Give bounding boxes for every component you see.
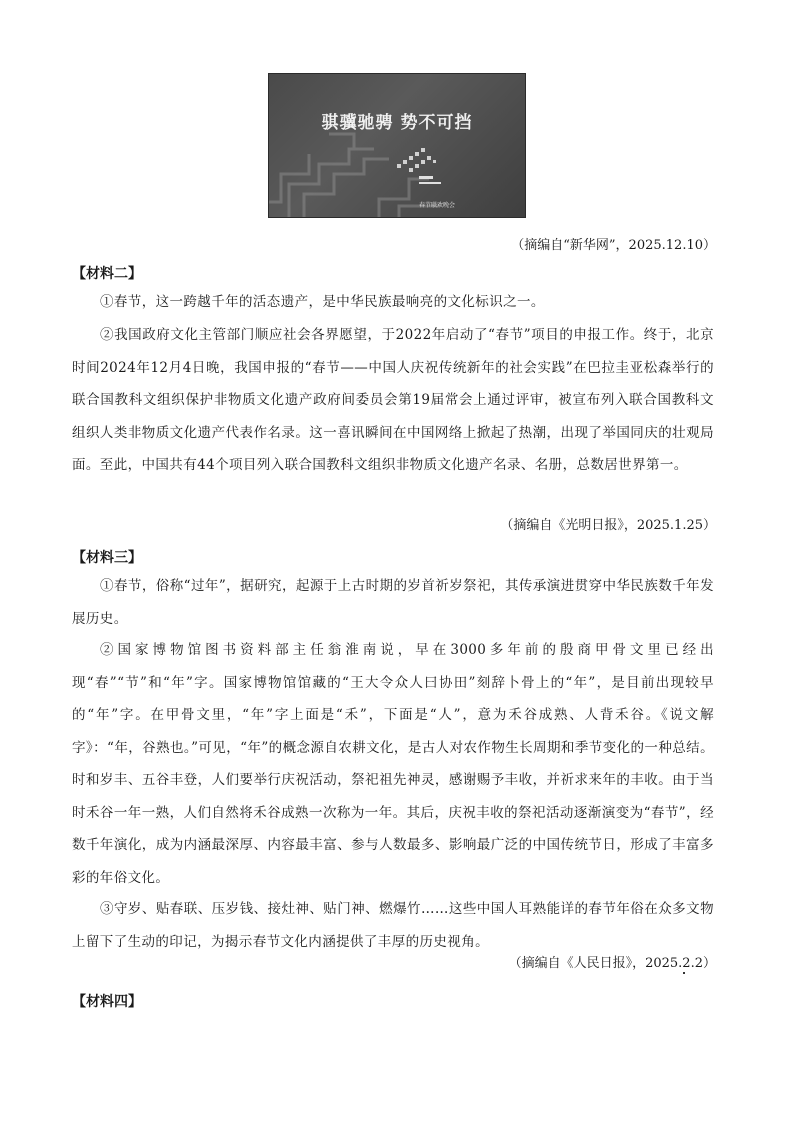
source-citation-2: （摘编自《光明日报》，2025.1.25） bbox=[500, 518, 716, 533]
source-citation-3: （摘编自《人民日报》，2025.2.2） bbox=[508, 956, 716, 971]
material-4-heading: 【材料四】 bbox=[72, 994, 142, 1010]
material-2-paragraph-1: ①春节，这一跨越千年的活态遗产，是中华民族最响亮的文化标识之一。 bbox=[100, 294, 545, 310]
banner-title: 骐骥驰骋 势不可挡 bbox=[321, 113, 473, 133]
material-2-paragraph-2: ②我国政府文化主管部门顺应社会各界愿望，于2022年启动了“春节”项目的申报工作。终于，北京时间2024年12月4日晚，我国申报的“春节——中国人庆祝传统新年的社会实践”在巴拉圭亚松森举行的联合国教科文组织保护非物质文化遗产政府间委员会第19届常会上通过评审，被宣布列入联合国教科文组织人类非物质文化遗产代表作名录。这一喜讯瞬间在中国网络上掀起了热潮，出现了举国同庆的壮观局面。至此，中国共有44个项目列入联合国教科文组织非物质文化遗产名录、名册，总数居世界第一。 bbox=[72, 327, 714, 473]
material-2-heading: 【材料二】 bbox=[72, 266, 142, 282]
pattern-decoration bbox=[269, 74, 525, 217]
source-citation-1: （摘编自“新华网”，2025.12.10） bbox=[511, 238, 716, 253]
header-image bbox=[268, 73, 526, 218]
scan-speck bbox=[683, 972, 685, 974]
banner-logo-text: 春节联欢晚会 bbox=[419, 202, 456, 209]
material-3-paragraph-2: ②国家博物馆图书资料部主任翁淮南说，早在3000多年前的殷商甲骨文里已经出现“春”“节”和“年”字。国家博物馆馆藏的“王大令众人曰协田”刻辞卜骨上的“年”，是目前出现较早的“年”字。在甲骨文里，“年”字上面是“禾”，下面是“人”，意为禾谷成熟、人背禾谷。《说文解字》：“年，谷熟也。”可见，“年”的概念源自农耕文化，是古人对农作物生长周期和季节变化的一种总结。时和岁丰、五谷丰登，人们要举行庆祝活动，祭祀祖先神灵，感谢赐予丰收，并祈求来年的丰收。由于当时禾谷一年一熟，人们自然将禾谷成熟一次称为一年。其后，庆祝丰收的祭祀活动逐渐演变为“春节”，经数千年演化，成为内涵最深厚、内容最丰富、参与人数最多、影响最广泛的中国传统节日，形成了丰富多彩的年俗文化。 bbox=[72, 642, 714, 886]
material-3-heading: 【材料三】 bbox=[72, 550, 142, 566]
material-3-paragraph-3: ③守岁、贴春联、压岁钱、接灶神、贴门神、燃爆竹……这些中国人耳熟能详的春节年俗在众多文物上留下了生动的印记，为揭示春节文化内涵提供了丰厚的历史视角。 bbox=[72, 901, 714, 950]
material-3-paragraph-1: ①春节，俗称“过年”，据研究，起源于上古时期的岁首祈岁祭祀，其传承演进贯穿中华民族数千年发展历史。 bbox=[72, 578, 714, 627]
